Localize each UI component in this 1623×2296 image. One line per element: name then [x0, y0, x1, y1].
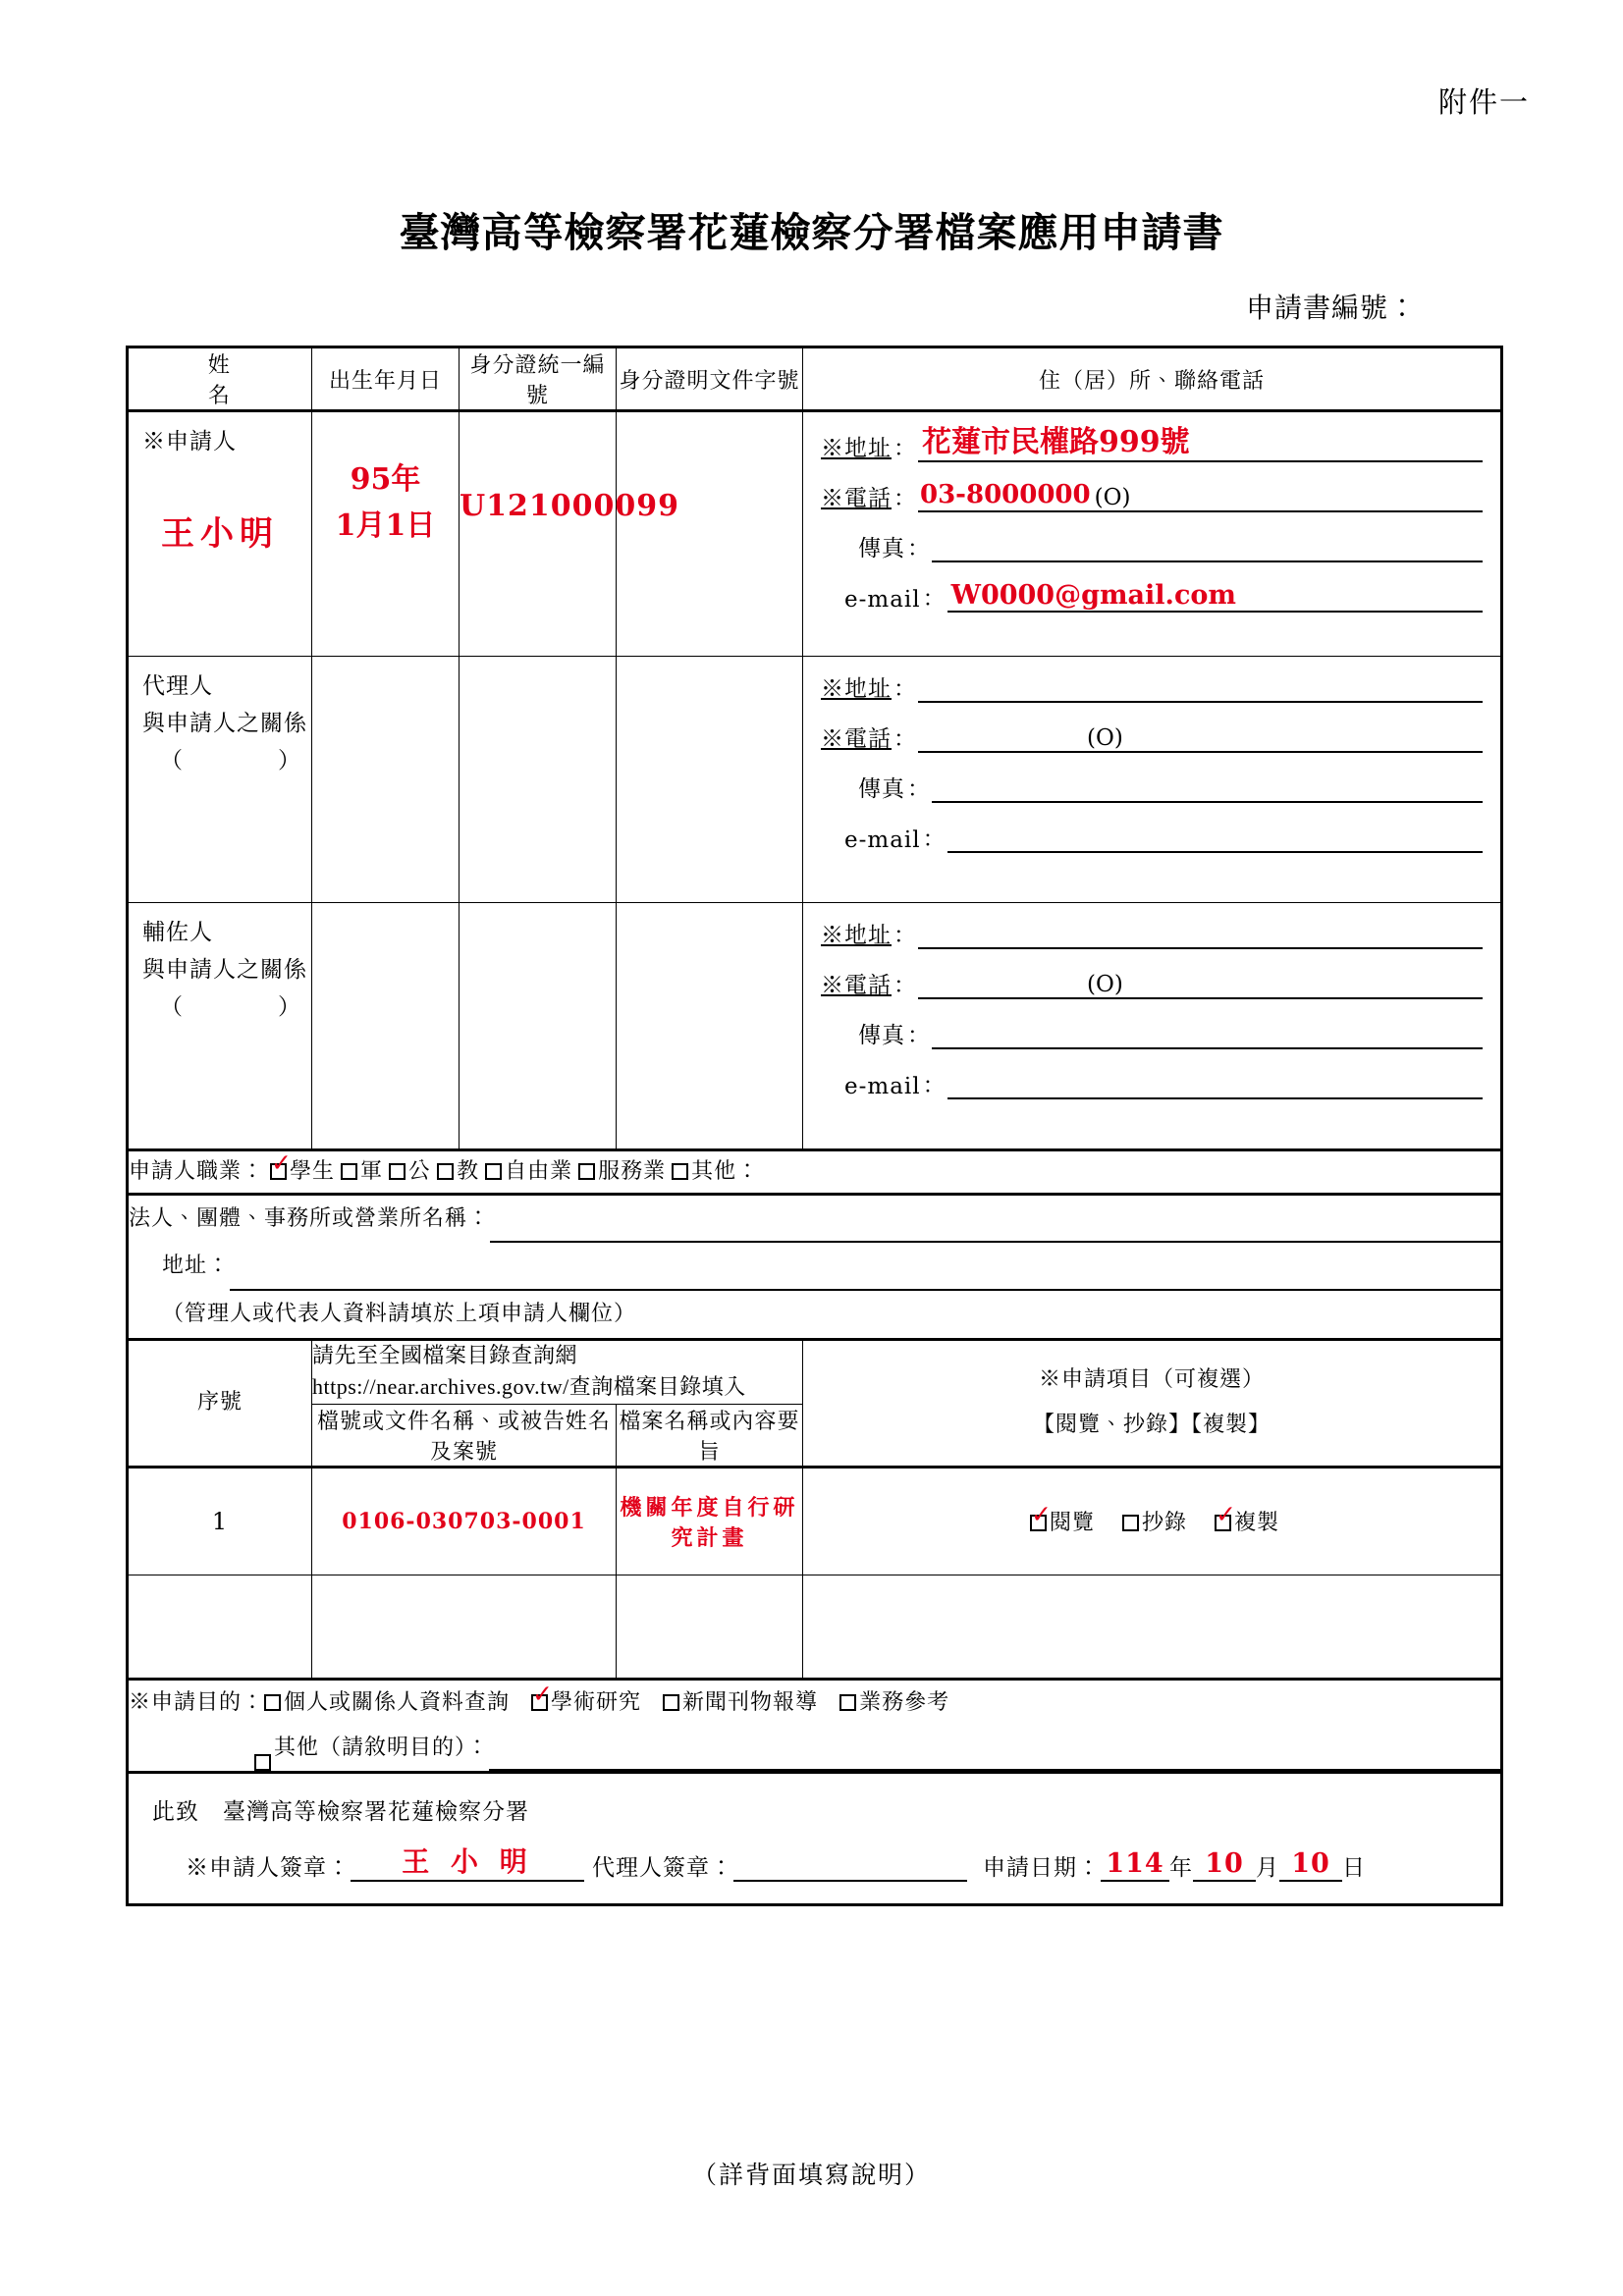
phone-office-mark: (O) — [1094, 484, 1131, 510]
agent-phone-rule[interactable] — [918, 727, 1085, 753]
agent-relation-paren: （ ） — [160, 747, 301, 774]
archive-row2-file-no[interactable] — [312, 1575, 617, 1679]
agent-address-line[interactable]: ※地址 ： — [821, 670, 1483, 703]
agent-email-line[interactable]: e-mail ： — [821, 821, 1483, 853]
applicant-address-line[interactable]: ※地址 ： 花蓮市民權路999號 — [821, 426, 1483, 462]
agent-fax-line[interactable]: 傳真 ： — [821, 771, 1483, 803]
checkbox-occupation-teacher[interactable] — [437, 1163, 454, 1180]
purpose-option-academic-label: 學術研究 — [551, 1689, 642, 1715]
archive-row-topic[interactable]: 機關年度自行研究計畫 — [617, 1467, 803, 1575]
footer-cell — [128, 1772, 1502, 1904]
archive-instruction-cell — [312, 1339, 803, 1404]
assistant-relation-paren: （ ） — [160, 993, 301, 1020]
checkbox-occupation-freelance[interactable] — [485, 1163, 502, 1180]
purpose-label: ※申請目的： — [129, 1689, 265, 1715]
assistant-role-label: 輔佐人 — [142, 920, 213, 945]
checkbox-purpose-other[interactable] — [254, 1754, 271, 1771]
assistant-contact-cell[interactable] — [803, 903, 1502, 1150]
assistant-email-rule[interactable] — [947, 1072, 1483, 1099]
archive-apply-item-header — [803, 1339, 1502, 1467]
archive-seq-header — [128, 1339, 312, 1467]
archive-instruction-row — [128, 1339, 1502, 1404]
applicant-birth-cell[interactable] — [312, 411, 460, 657]
agent-id-doc-cell[interactable] — [617, 657, 803, 903]
purpose-other-line[interactable] — [129, 1726, 1500, 1771]
assistant-address-line[interactable]: ※地址 ： — [821, 917, 1483, 949]
form-table — [126, 346, 1503, 1906]
assistant-fax-rule[interactable] — [932, 1022, 1483, 1049]
archive-row-file-no[interactable]: 0106-030703-0001 — [312, 1467, 617, 1575]
occupation-option-service: 服務業 — [598, 1159, 667, 1184]
fax-label: 傳真 — [858, 776, 905, 802]
phone-office-mark: (O) — [1087, 972, 1123, 997]
applicant-email-value: W0000@gmail.com — [947, 580, 1483, 613]
table-row — [128, 1575, 1502, 1679]
applicant-id-doc-cell[interactable] — [617, 411, 803, 657]
occupation-option-other: 其他： — [691, 1159, 760, 1184]
agent-id-number-cell[interactable] — [460, 657, 617, 903]
applicant-id-number-value: U121000099 — [460, 489, 680, 523]
purpose-cell — [128, 1679, 1502, 1772]
party-row-applicant — [128, 411, 1502, 657]
table-header-row — [128, 347, 1502, 411]
purpose-option-press[interactable] — [663, 1690, 818, 1715]
agent-sign-label: 代理人簽章： — [592, 1854, 733, 1881]
fax-label: 傳真 — [858, 1023, 905, 1048]
applicant-phone-value: 03-8000000 — [918, 481, 1093, 512]
col-header-id-number: 身分證統一編號 — [460, 347, 617, 411]
archive-option-transcribe[interactable] — [1116, 1506, 1187, 1536]
phone-office-mark: (O) — [1087, 725, 1123, 751]
archive-option-copy[interactable] — [1209, 1506, 1279, 1536]
agent-sign-value[interactable] — [733, 1878, 967, 1882]
checkbox-purpose-personal[interactable] — [264, 1694, 281, 1711]
applicant-contact-cell[interactable] — [803, 411, 1502, 657]
purpose-options-line — [129, 1681, 1500, 1726]
checkbox-purpose-academic[interactable] — [531, 1694, 548, 1711]
email-label: e-mail — [844, 586, 921, 613]
col-header-address-phone: 住（居）所、聯絡電話 — [803, 347, 1502, 411]
apply-item-sub: 【閱覽、抄錄】【複製】 — [1032, 1413, 1271, 1438]
page-title: 臺灣高等檢察署花蓮檢察分署檔案應用申請書 — [399, 209, 1224, 256]
email-label: e-mail — [844, 1074, 921, 1099]
email-label: e-mail — [844, 828, 921, 853]
purpose-row — [128, 1679, 1502, 1772]
assistant-id-number-cell[interactable] — [460, 903, 617, 1150]
archive-row2-options[interactable] — [803, 1575, 1502, 1679]
purpose-option-business[interactable] — [839, 1690, 949, 1715]
occupation-option-military: 軍 — [360, 1159, 384, 1184]
date-label: 申請日期： — [983, 1854, 1101, 1881]
col-header-birth: 出生年月日 — [312, 347, 460, 411]
occupation-option-teacher: 教 — [457, 1159, 480, 1184]
phone-label: ※電話 — [821, 973, 892, 998]
checkbox-occupation-service[interactable] — [578, 1163, 595, 1180]
agent-birth-cell[interactable] — [312, 657, 460, 903]
address-label: ※地址 — [821, 435, 892, 461]
occupation-cell — [128, 1150, 1502, 1195]
checkbox-occupation-public[interactable] — [389, 1163, 406, 1180]
assistant-birth-cell[interactable] — [312, 903, 460, 1150]
checkbox-archive-copy[interactable] — [1215, 1515, 1231, 1531]
checkbox-archive-view[interactable] — [1030, 1515, 1047, 1531]
applicant-birth-day: 1月1日 — [335, 507, 436, 543]
assistant-fax-line[interactable]: 傳真 ： — [821, 1017, 1483, 1049]
purpose-other-label: 其他（請敘明目的）： — [274, 1735, 490, 1760]
applicant-sign-value[interactable]: 王 小 明 — [351, 1847, 584, 1882]
entity-name-rule[interactable] — [490, 1215, 1500, 1243]
party-row-assistant — [128, 903, 1502, 1150]
occupation-option-student: 學生 — [290, 1159, 336, 1184]
agent-fax-rule[interactable] — [932, 775, 1483, 803]
archive-col-topic: 檔案名稱或內容要旨 — [617, 1404, 803, 1467]
applicant-fax-line[interactable]: 傳真 ： — [821, 530, 1483, 562]
form-serial-label: 申請書編號： — [1245, 292, 1417, 324]
purpose-option-press-label: 新聞刊物報導 — [682, 1689, 819, 1715]
purpose-other-rule[interactable] — [489, 1743, 1500, 1771]
assistant-name-cell[interactable] — [128, 903, 312, 1150]
assistant-email-line[interactable]: e-mail ： — [821, 1067, 1483, 1099]
checkbox-occupation-military[interactable] — [341, 1163, 357, 1180]
apply-item-title: ※申請項目（可複選） — [1038, 1367, 1265, 1393]
entity-cell — [128, 1194, 1502, 1339]
applicant-name-value: 王小明 — [161, 513, 279, 554]
agent-phone-line[interactable]: ※電話 ： (O) — [821, 721, 1483, 753]
applicant-sign-label: ※申請人簽章： — [186, 1854, 351, 1881]
table-row — [128, 1467, 1502, 1575]
fax-label: 傳真 — [858, 535, 905, 561]
checkbox-purpose-business[interactable] — [839, 1694, 856, 1711]
addressee-line: 此致 臺灣高等檢察署花蓮檢察分署 — [152, 1798, 529, 1825]
col-header-id-doc-number: 身分證明文件字號 — [617, 347, 803, 411]
assistant-address-rule[interactable] — [918, 922, 1483, 949]
applicant-role-label: ※申請人 — [142, 429, 237, 454]
occupation-row — [128, 1150, 1502, 1195]
purpose-option-academic[interactable] — [531, 1690, 641, 1715]
agent-name-cell[interactable] — [128, 657, 312, 903]
agent-relation-label: 與申請人之關係 — [142, 710, 307, 736]
date-month-unit: 月 — [1256, 1854, 1279, 1881]
assistant-phone-line[interactable]: ※電話 ： (O) — [821, 967, 1483, 999]
phone-label: ※電話 — [821, 485, 892, 511]
assistant-phone-rule[interactable] — [918, 974, 1085, 999]
agent-address-rule[interactable] — [918, 675, 1483, 703]
date-year-value[interactable]: 114 — [1101, 1849, 1169, 1882]
assistant-id-doc-cell[interactable] — [617, 903, 803, 1150]
date-day-value[interactable]: 10 — [1279, 1849, 1342, 1882]
checkbox-occupation-other[interactable] — [672, 1163, 688, 1180]
entity-row — [128, 1194, 1502, 1339]
archive-option-view-label: 閱覽 — [1049, 1511, 1095, 1536]
archive-option-copy-label: 複製 — [1234, 1511, 1280, 1536]
agent-email-rule[interactable] — [947, 826, 1483, 853]
purpose-option-personal[interactable] — [264, 1690, 510, 1715]
address-label: ※地址 — [821, 676, 892, 702]
archive-col-file: 檔號或文件名稱、或被告姓名及案號 — [312, 1404, 617, 1467]
applicant-phone-line[interactable]: ※電話 ： 03-8000000 (O) — [821, 480, 1483, 512]
applicant-birth-year: 95年 — [350, 462, 421, 497]
archive-option-view[interactable] — [1024, 1506, 1095, 1536]
applicant-address-value: 花蓮市民權路999號 — [918, 426, 1483, 462]
entity-address-rule[interactable] — [230, 1263, 1500, 1291]
agent-contact-cell[interactable] — [803, 657, 1502, 903]
assistant-relation-label: 與申請人之關係 — [142, 956, 307, 983]
address-label: ※地址 — [821, 923, 892, 948]
archive-seq-header-text: 序號 — [196, 1390, 243, 1415]
archive-option-transcribe-label: 抄錄 — [1141, 1511, 1187, 1536]
agent-role-label: 代理人 — [142, 673, 213, 699]
entity-address-line[interactable] — [129, 1243, 1500, 1290]
phone-extra-rule[interactable] — [1132, 485, 1483, 512]
occupation-option-public: 公 — [408, 1159, 432, 1184]
party-row-agent — [128, 657, 1502, 903]
entity-note: （管理人或代表人資料請填於上項申請人欄位） — [162, 1301, 637, 1326]
archive-row2-seq[interactable] — [128, 1575, 312, 1679]
applicant-id-number-cell[interactable] — [460, 411, 680, 657]
entity-name-label: 法人、團體、事務所或營業所名稱： — [129, 1205, 491, 1231]
agent-phone-extra-rule[interactable] — [1125, 725, 1483, 753]
date-day-unit: 日 — [1342, 1854, 1366, 1881]
assistant-phone-extra-rule[interactable] — [1125, 972, 1483, 999]
date-year-unit: 年 — [1169, 1854, 1193, 1881]
checkbox-occupation-student[interactable] — [270, 1163, 287, 1180]
entity-name-line[interactable] — [129, 1196, 1500, 1243]
purpose-option-personal-label: 個人或關係人資料查詢 — [284, 1689, 511, 1715]
phone-label: ※電話 — [821, 726, 892, 752]
purpose-option-business-label: 業務參考 — [859, 1689, 950, 1715]
footer-row — [128, 1772, 1502, 1904]
applicant-name-cell[interactable] — [128, 411, 312, 657]
application-form — [126, 346, 1500, 1906]
archive-row-seq: 1 — [128, 1467, 312, 1575]
checkbox-purpose-press[interactable] — [663, 1694, 679, 1711]
date-month-value[interactable]: 10 — [1193, 1849, 1256, 1882]
archive-row-options — [803, 1467, 1502, 1575]
entity-address-label: 地址： — [162, 1254, 231, 1279]
col-header-name: 姓 名 — [128, 347, 312, 411]
back-page-note: （詳背面填寫說明） — [691, 2161, 931, 2189]
signature-line — [129, 1830, 1500, 1903]
attachment-label: 附件一 — [1437, 85, 1530, 119]
checkbox-archive-transcribe[interactable] — [1122, 1515, 1139, 1531]
fax-rule[interactable] — [932, 535, 1483, 562]
occupation-label: 申請人職業： — [129, 1159, 265, 1184]
applicant-email-line[interactable]: e-mail ： W0000@gmail.com — [821, 580, 1483, 613]
archive-instruction-text: 請先至全國檔案目錄查詢網https://near.archives.gov.tw/查詢檔案目錄填入 — [312, 1342, 746, 1399]
archive-row2-topic[interactable] — [617, 1575, 803, 1679]
occupation-option-freelance: 自由業 — [505, 1159, 573, 1184]
